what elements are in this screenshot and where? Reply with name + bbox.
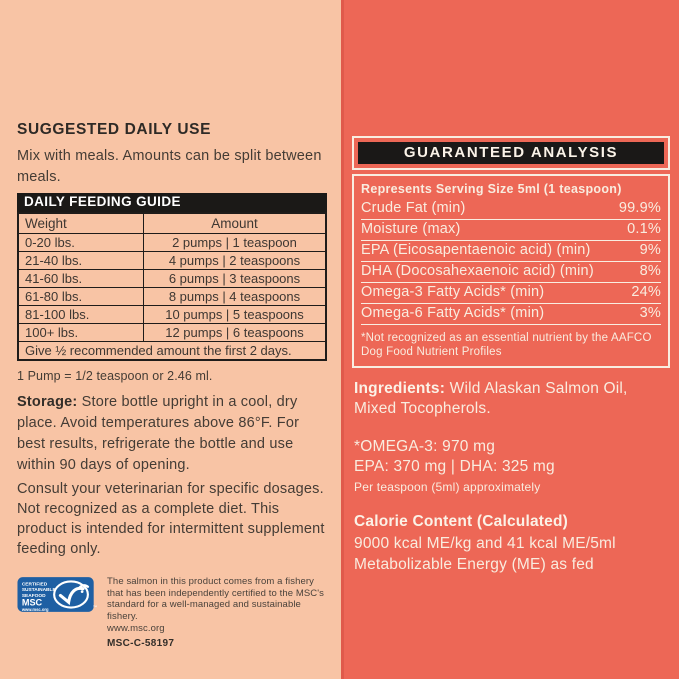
msc-logo-url: www.msc.org xyxy=(21,606,49,612)
guaranteed-analysis-panel xyxy=(341,0,679,679)
nutrient-label: Moisture (max) xyxy=(361,221,461,237)
calorie-values-line: 9000 kcal ME/kg and 41 kcal ME/5ml xyxy=(354,534,616,552)
feeding-guide-grid xyxy=(17,212,327,361)
per-teaspoon-note: Per teaspoon (5ml) approximately xyxy=(354,480,541,494)
right-panel-text-blocks xyxy=(354,379,670,576)
ingredients-statement xyxy=(354,379,670,419)
analysis-row xyxy=(361,283,661,304)
column-header-amount: Amount xyxy=(144,213,327,234)
weight-cell: 81-100 lbs. xyxy=(18,306,144,324)
ingredients-list: Wild Alaskan Salmon Oil, Mixed Tocopherols. xyxy=(354,380,628,417)
analysis-row xyxy=(361,304,661,325)
epa-dha-line: EPA: 370 mg | DHA: 325 mg xyxy=(354,458,555,475)
storage-label: Storage: xyxy=(17,394,78,410)
amount-cell: 10 pumps | 5 teaspoons xyxy=(144,306,327,324)
guaranteed-analysis-title: GUARANTEED ANALYSIS xyxy=(358,142,664,164)
nutrient-label: Omega-3 Fatty Acids* (min) xyxy=(361,284,545,300)
msc-logo-icon xyxy=(17,576,98,613)
weight-cell: 0-20 lbs. xyxy=(18,234,144,252)
amount-cell: 2 pumps | 1 teaspoon xyxy=(144,234,327,252)
ingredients-label: Ingredients: xyxy=(354,380,446,397)
analysis-row xyxy=(361,199,661,220)
table-row xyxy=(18,324,326,342)
nutrient-label: EPA (Eicosapentaenoic acid) (min) xyxy=(361,242,591,258)
analysis-row xyxy=(361,262,661,283)
weight-cell: 61-80 lbs. xyxy=(18,288,144,306)
guaranteed-analysis-table xyxy=(352,174,670,368)
feeding-guide-title: DAILY FEEDING GUIDE xyxy=(17,193,327,212)
aafco-footnote: *Not recognized as an essential nutrient by the AAFCO Dog Food Nutrient Profiles xyxy=(361,332,652,358)
storage-instructions xyxy=(17,392,327,476)
amount-cell: 8 pumps | 4 teaspoons xyxy=(144,288,327,306)
msc-blurb: The salmon in this product comes from a fishery that has been independently certified to the MSC's standard for a well-managed and sustainable fishery. xyxy=(107,576,325,622)
omega3-total-line: *OMEGA-3: 970 mg xyxy=(354,438,496,455)
weight-cell: 21-40 lbs. xyxy=(18,252,144,270)
calorie-content-heading: Calorie Content (Calculated) xyxy=(354,513,569,530)
msc-logo-text: SUSTAINABLE xyxy=(21,588,56,594)
msc-certificate-code: MSC-C-58197 xyxy=(107,637,175,649)
column-header-weight: Weight xyxy=(18,213,144,234)
mix-with-meals-text: Mix with meals. Amounts can be split between meals. xyxy=(17,148,322,185)
amount-cell: 4 pumps | 2 teaspoons xyxy=(144,252,327,270)
storage-text: Store bottle upright in a cool, dry place. Avoid temperatures above 86°F. For best results, refrigerate the bottle and use within 90 days of opening. xyxy=(17,394,300,473)
msc-certification-block xyxy=(17,576,327,649)
table-row xyxy=(18,288,326,306)
serving-size-line: Represents Serving Size 5ml (1 teaspoon) xyxy=(361,182,622,196)
calorie-content-block xyxy=(354,511,670,576)
veterinarian-disclaimer: Consult your veterinarian for specific dosages. Not recognized as a complete diet. This product is intended for intermittent supplement feeding only. xyxy=(17,481,325,557)
nutrient-value: 3% xyxy=(639,305,661,321)
msc-logo-text: CERTIFIED xyxy=(21,582,48,588)
omega-content-block xyxy=(354,437,670,494)
table-row xyxy=(18,270,326,288)
amount-cell: 6 pumps | 3 teaspoons xyxy=(144,270,327,288)
nutrient-value: 99.9% xyxy=(618,200,661,216)
weight-cell: 100+ lbs. xyxy=(18,324,144,342)
daily-feeding-guide-table xyxy=(17,193,327,361)
nutrient-label: Omega-6 Fatty Acids* (min) xyxy=(361,305,545,321)
nutrient-value: 0.1% xyxy=(627,221,661,237)
table-footer-row xyxy=(18,342,326,361)
first-days-note: Give ½ recommended amount the first 2 days. xyxy=(18,342,326,361)
msc-logo-text: SEAFOOD xyxy=(21,593,46,599)
analysis-row xyxy=(361,241,661,262)
table-header-row xyxy=(18,213,326,234)
pump-conversion-note: 1 Pump = 1/2 teaspoon or 2.46 ml. xyxy=(17,369,213,383)
table-row xyxy=(18,234,326,252)
metabolizable-energy-line: Metabolizable Energy (ME) as fed xyxy=(354,556,594,573)
amount-cell: 12 pumps | 6 teaspoons xyxy=(144,324,327,342)
table-row xyxy=(18,306,326,324)
guaranteed-analysis-header-box xyxy=(352,136,670,170)
nutrient-label: DHA (Docosahexaenoic acid) (min) xyxy=(361,263,594,279)
nutrient-value: 24% xyxy=(631,284,661,300)
nutrient-label: Crude Fat (min) xyxy=(361,200,466,216)
msc-logo-acronym: MSC xyxy=(21,597,43,608)
table-row xyxy=(18,252,326,270)
nutrient-value: 8% xyxy=(639,263,661,279)
msc-url: www.msc.org xyxy=(107,623,165,634)
nutrient-value: 9% xyxy=(639,242,661,258)
msc-description xyxy=(107,576,327,649)
suggested-daily-use-heading: SUGGESTED DAILY USE xyxy=(17,121,212,138)
analysis-row xyxy=(361,220,661,241)
weight-cell: 41-60 lbs. xyxy=(18,270,144,288)
msc-trademark-symbol: ™ xyxy=(92,604,98,610)
